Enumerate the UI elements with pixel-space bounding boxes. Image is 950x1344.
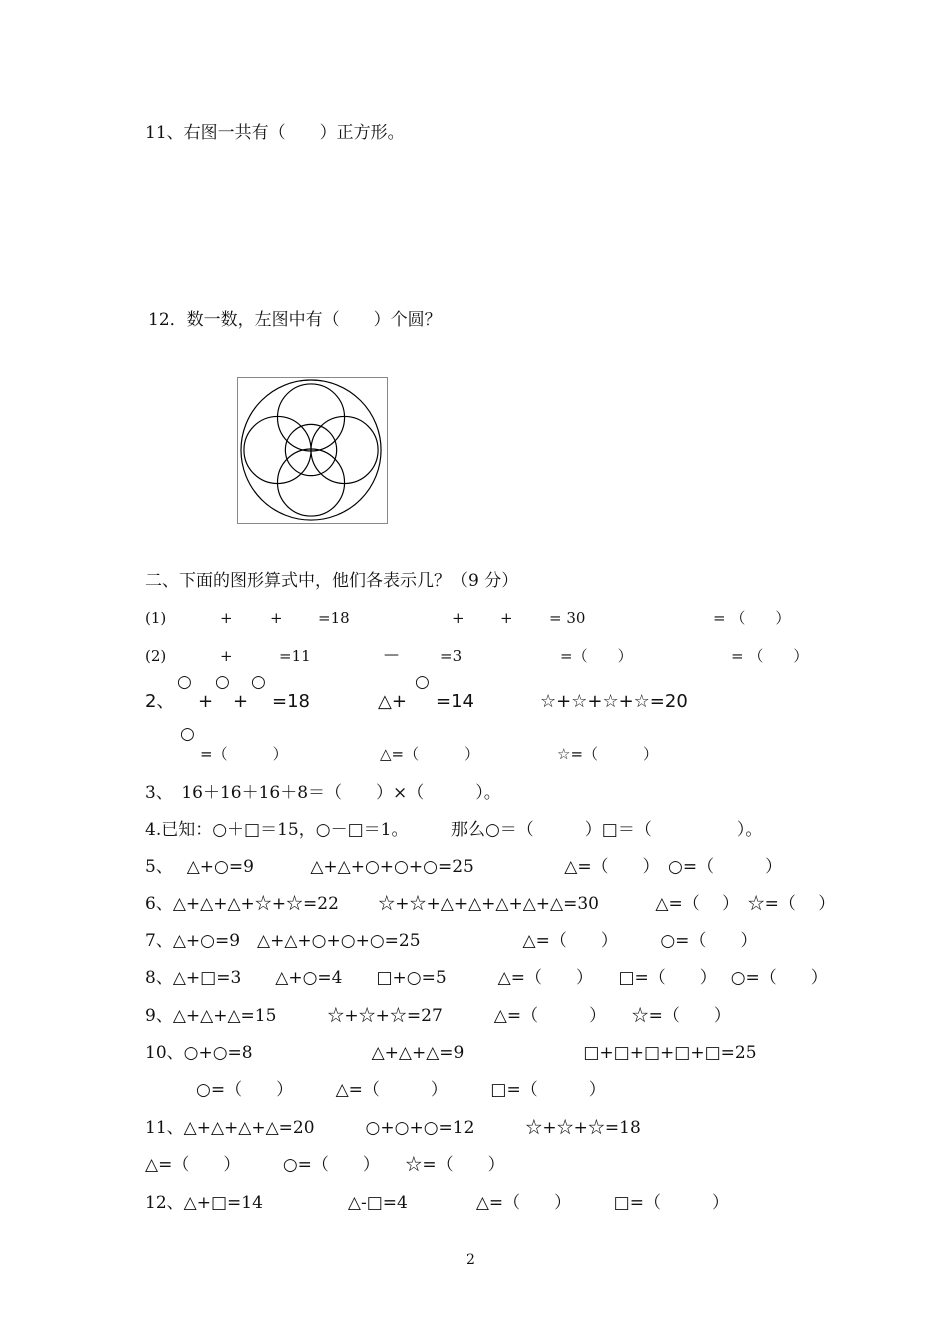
circle-symbol-1: ○ [177, 672, 192, 692]
question-4: 4.已知：○＋□＝15，○－□＝1。 那么○＝（ ）□＝（ ）。 [145, 820, 763, 840]
circle-symbol-5: ○ [180, 724, 195, 744]
question-9: 9、△+△+△=15 ☆+☆+☆=27 △=（ ） ☆=（ ） [145, 1006, 731, 1026]
p2-answer-2: = （ ） [731, 647, 809, 665]
p2-num: (2) [145, 647, 167, 665]
question-11-line-1: 11、△+△+△+△=20 ○+○+○=12 ☆+☆+☆=18 [145, 1118, 641, 1138]
question-7: 7、△+○=9 △+△+○+○+○=25 △=（ ） ○=（ ） [145, 931, 758, 951]
q2-eq2-left: △+ [378, 691, 407, 712]
p2-eq2-minus: — [384, 645, 399, 663]
p2-eq1-plus: + [220, 647, 233, 665]
question-12-circles: 12．数一数，左图中有（ ）个圆？ [148, 310, 442, 330]
q2-eq1-plus1: + [198, 691, 214, 712]
question-11-line-2: △=（ ） ○=（ ） ☆=（ ） [145, 1155, 505, 1175]
circles-drawing [238, 378, 387, 523]
q2-answer-3: ☆=（ ） [557, 745, 659, 763]
p1-answer: = （ ） [713, 609, 791, 627]
question-10-line-1: 10、○+○=8 △+△+△=9 □+□+□+□+□=25 [145, 1043, 757, 1063]
p1-eq2-result: = 30 [549, 609, 586, 627]
q2-answer-2: △=（ ） [380, 745, 480, 763]
p1-eq1-result: =18 [318, 609, 350, 627]
q2-eq3: ☆+☆+☆+☆=20 [540, 691, 688, 712]
p1-eq1-plus2: + [270, 609, 283, 627]
question-6: 6、△+△+△+☆+☆=22 ☆+☆+△+△+△+△+△=30 △=（ ） ☆=（ ） [145, 894, 836, 914]
question-11-squares: 11、右图一共有（ ）正方形。 [145, 123, 405, 143]
p1-num: (1) [145, 609, 167, 627]
circle-symbol-4: ○ [415, 672, 430, 692]
q2-eq1-plus2: + [233, 691, 249, 712]
q2-answer-1: =（ ） [200, 745, 288, 763]
question-12: 12、△+□=14 △-□=4 △=（ ） □=（ ） [145, 1193, 729, 1213]
section-2-title: 二、下面的图形算式中，他们各表示几？（9 分） [145, 571, 519, 591]
p1-eq2-plus1: + [452, 609, 465, 627]
q2-num: 2、 [145, 691, 175, 712]
question-5: 5、 △+○=9 △+△+○+○+○=25 △=（ ） ○=（ ） [145, 857, 783, 877]
question-3: 3、 16＋16＋16＋8＝（ ）×（ ）。 [145, 783, 501, 803]
p2-eq2-result: =3 [440, 647, 463, 665]
p2-answer-1: =（ ） [560, 647, 633, 665]
p1-eq1-plus1: + [220, 609, 233, 627]
question-10-line-2: ○=（ ） △=（ ） □=（ ） [145, 1080, 606, 1100]
page-number: 2 [466, 1252, 475, 1268]
question-8: 8、△+□=3 △+○=4 □+○=5 △=（ ） □=（ ） ○=（ ） [145, 968, 828, 988]
circle-symbol-2: ○ [215, 672, 230, 692]
circle-symbol-3: ○ [251, 672, 266, 692]
p1-eq2-plus2: + [500, 609, 513, 627]
overlapping-circles-figure [237, 377, 388, 524]
q2-eq2-result: =14 [436, 691, 474, 712]
p2-eq1-result: =11 [279, 647, 311, 665]
q2-eq1-result: =18 [272, 691, 310, 712]
